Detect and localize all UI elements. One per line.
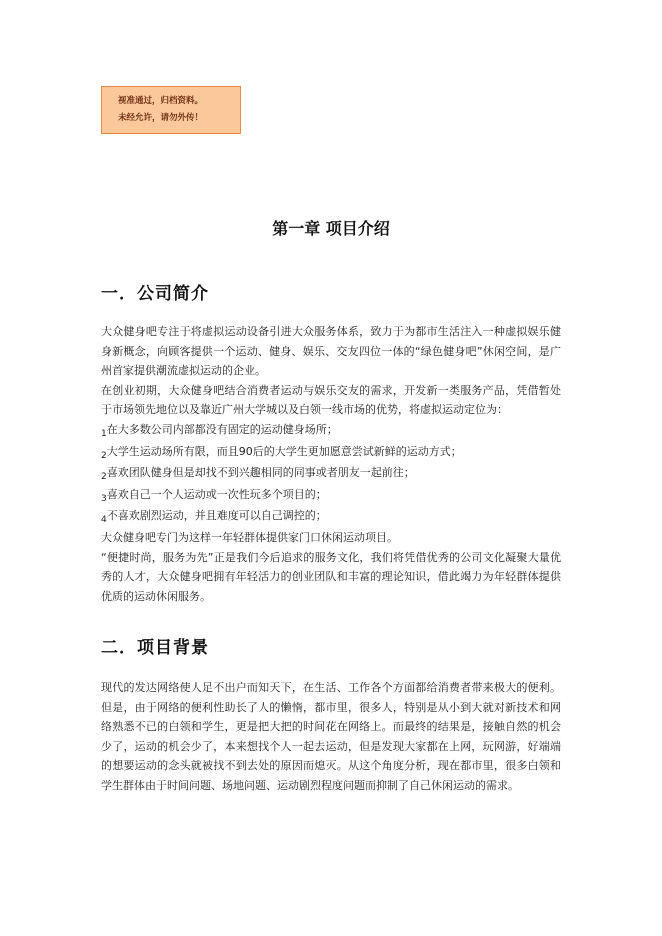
section-1-title: 一．公司简介: [101, 284, 209, 304]
list-item: $_3$喜欢自己一个人运动或一次性玩多个项目的；: [101, 487, 327, 504]
section-2-body: [101, 678, 561, 796]
notice-line-1: 视准通过，归档资料。: [118, 96, 204, 106]
section-1-paragraph-4: “便捷时尚，服务为先”正是我们今后追求的服务文化，我们将凭借优秀的公司文化凝聚大量优秀的人才，大众健身吧拥有年轻活力的创业团队和丰富的理论知识，借此竭力为年轻群体提供优质的运动休闲服务。: [101, 550, 561, 603]
section-2-title: 二．项目背景: [101, 638, 209, 658]
list-item: $_2$大学生运动场所有限，而且90后的大学生更加愿意尝试新鲜的运动方式；: [101, 444, 462, 461]
list-item: $_1$在大多数公司内部都没有固定的运动健身场所；: [101, 422, 338, 439]
notice-box: [101, 86, 241, 134]
notice-line-2: 未经允许，请勿外传！: [118, 113, 204, 123]
section-1-body: [101, 322, 561, 606]
list-item: $_2$喜欢团队健身但是却找不到兴趣相同的同事或者朋友一起前往；: [101, 466, 415, 483]
section-1-paragraph-3: 大众健身吧专门为这样一年轻群体提供家门口休闲运动项目。: [101, 530, 398, 544]
section-1-paragraph-1: 大众健身吧专注于将虚拟运动设备引进大众服务体系，致力于为都市生活注入一种虚拟娱乐健身新概念，向顾客提供一个运动、健身、娱乐、交友四位一体的“绿色健身吧”休闲空间，是广州首家提供潮流虚拟运动的企业。: [101, 325, 561, 378]
section-1-paragraph-2: 在创业初期，大众健身吧结合消费者运动与娱乐交友的需求，开发新一类服务产品，凭借暂处于市场领先地位以及靠近广州大学城以及白领一线市场的优势，将虚拟运动定位为：: [101, 383, 561, 417]
section-2-paragraph-1: 现代的发达网络使人足不出户而知天下，在生活、工作各个方面都给消费者带来极大的便利。但是，由于网络的便利性助长了人的懒惰，都市里，很多人，特别是从小到大就对新技术和网络熟悉不已的白领和学生，更是把大把的时间花在网络上。而最终的结果是，接触自然的机会少了，运动的机会少了，本来想找个人一起去运动，但是发现大家都在上网，玩网游，好端端的想要运动的念头就被找不到去处的原因而熄灭。从这个角度分析，现在都市里，很多白领和学生群体由于时间问题、场地问题、运动剧烈程度问题而抑制了自己休闲运动的需求。: [101, 681, 561, 792]
list-item: $_4$不喜欢剧烈运动，并且难度可以自己调控的；: [101, 509, 327, 526]
chapter-title: 第一章 项目介绍: [272, 219, 390, 238]
